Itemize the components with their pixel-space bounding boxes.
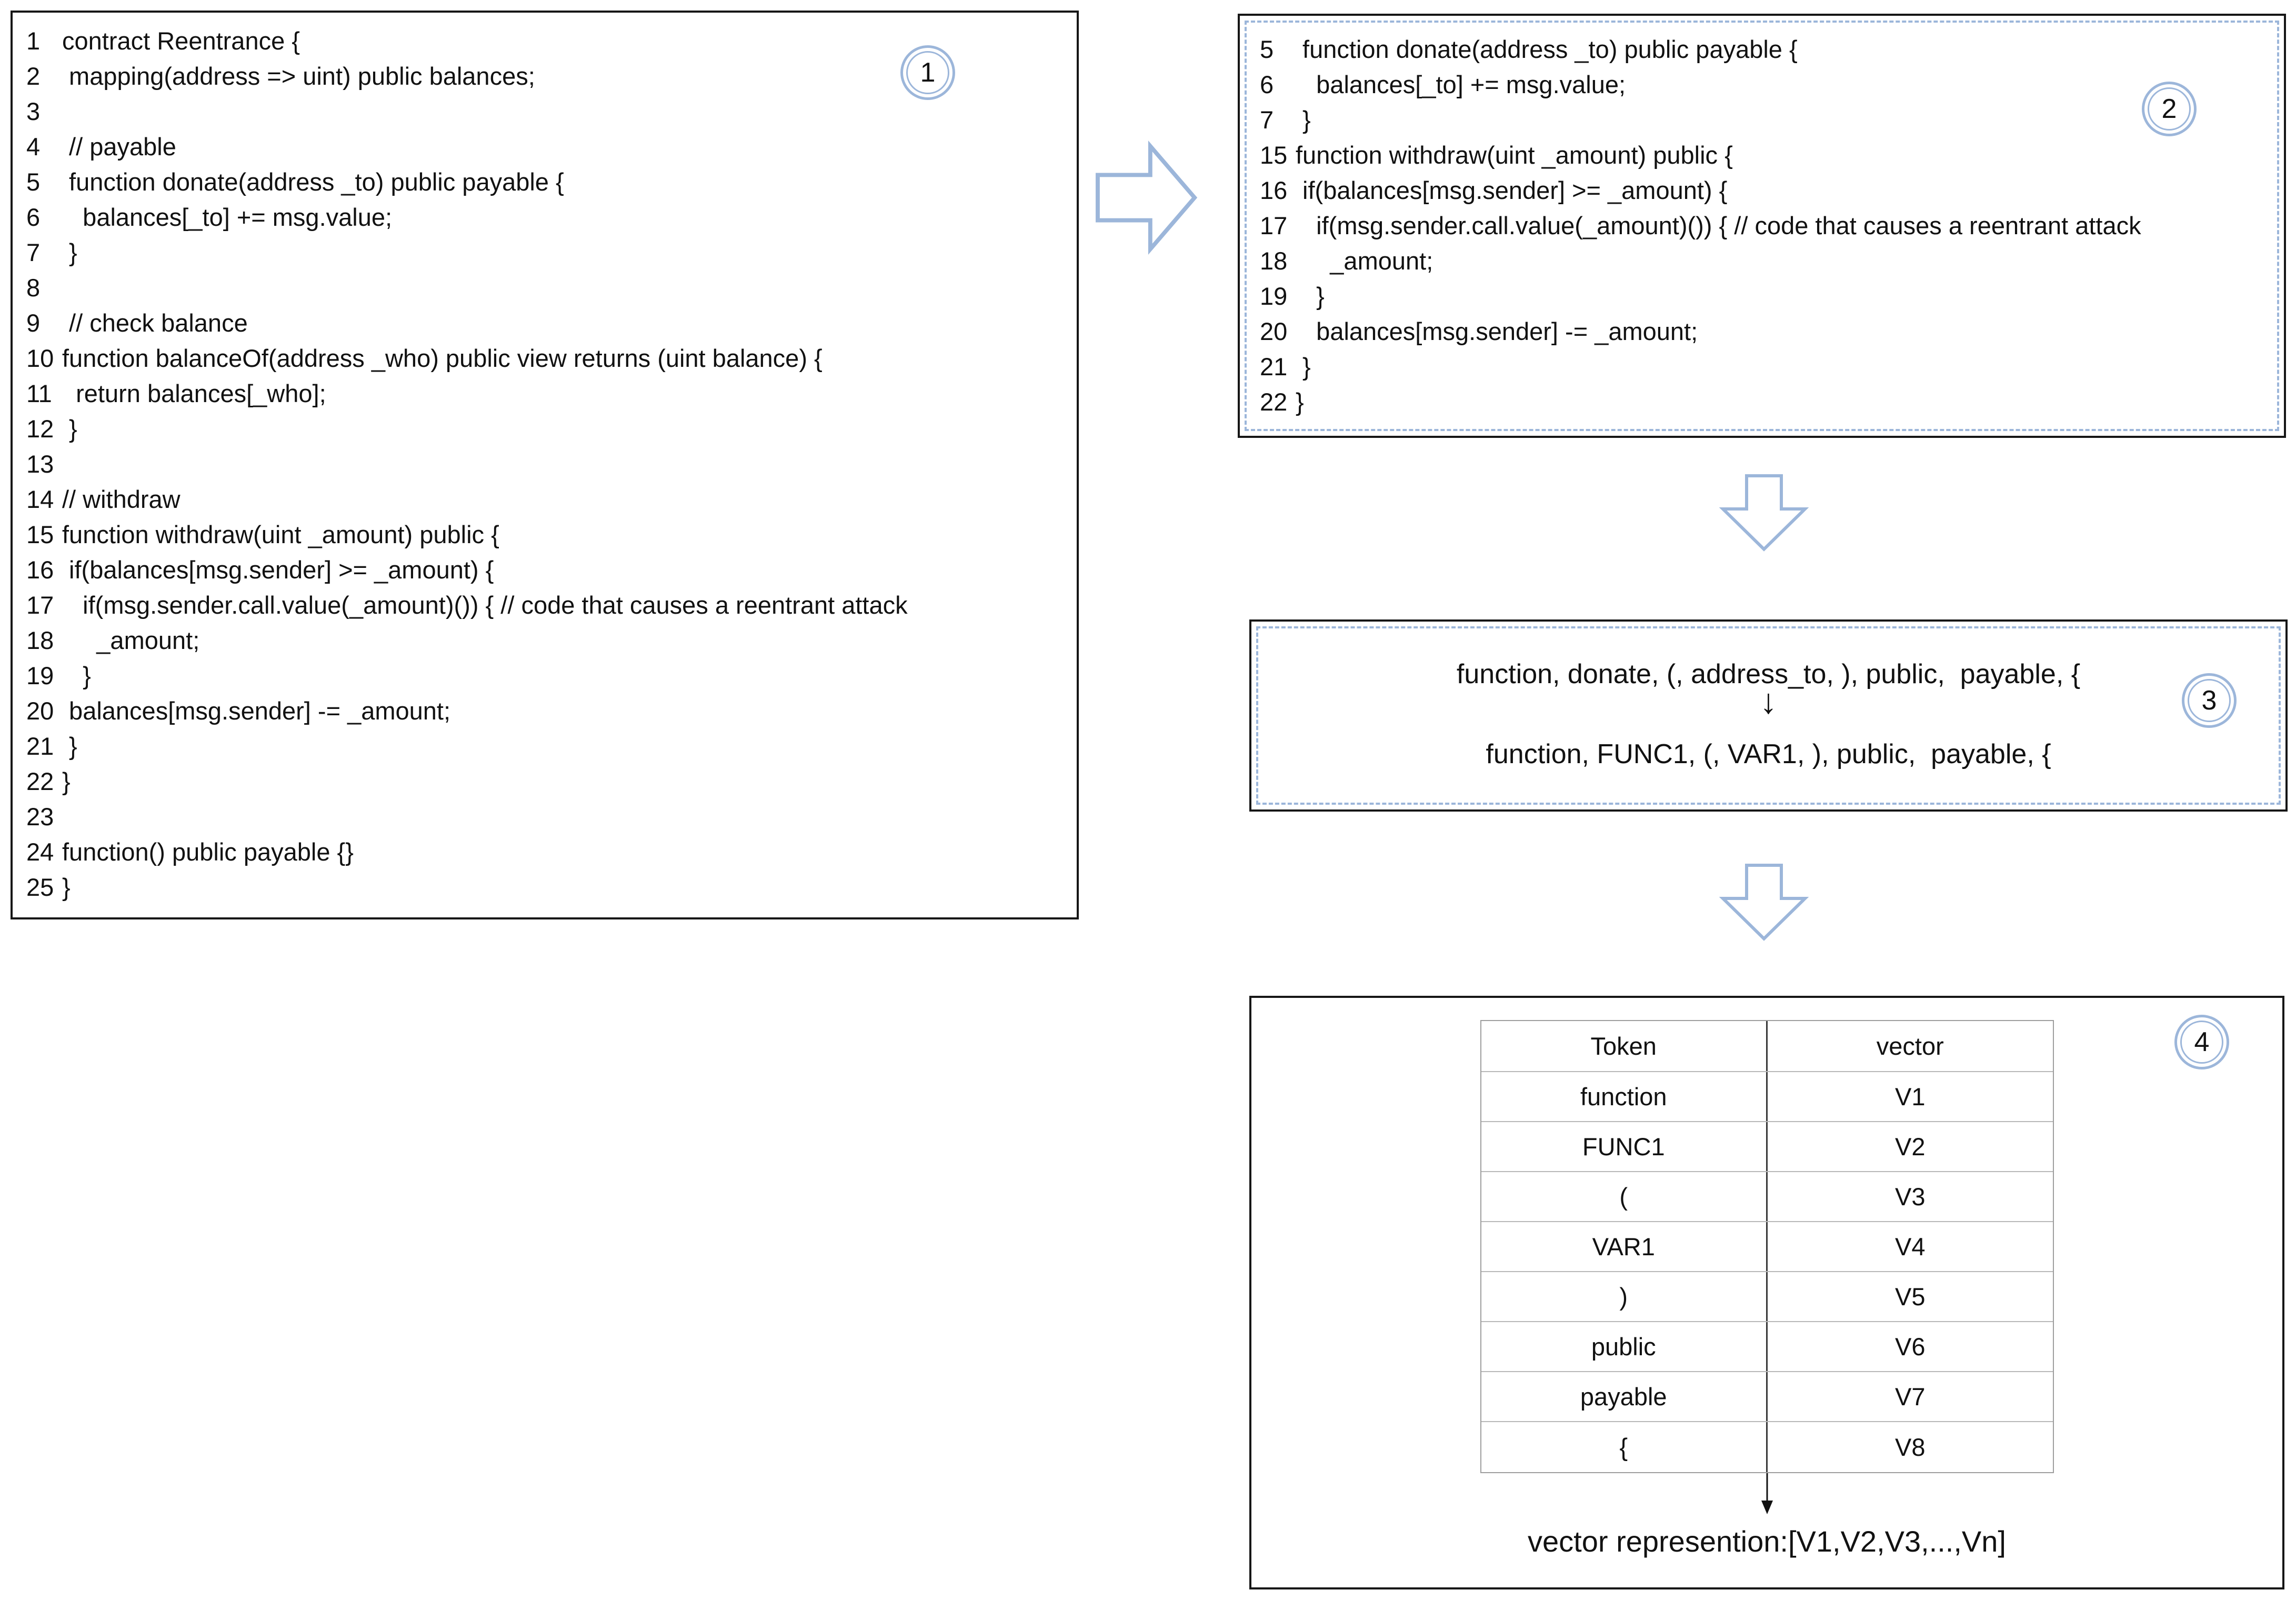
token-cell: function bbox=[1481, 1072, 1768, 1121]
token-cell: public bbox=[1481, 1322, 1768, 1371]
line-number: 6 bbox=[1260, 71, 1274, 98]
code-line bbox=[26, 270, 1068, 305]
line-code: } bbox=[62, 238, 77, 266]
step-badge-2-number: 2 bbox=[2148, 87, 2191, 131]
vector-cell: V2 bbox=[1895, 1133, 1926, 1161]
line-number: 22 bbox=[26, 767, 54, 795]
line-code: balances[msg.sender] -= _amount; bbox=[62, 697, 451, 725]
line-number: 4 bbox=[26, 133, 41, 161]
vector-cell: V7 bbox=[1895, 1383, 1926, 1411]
code-line bbox=[1260, 314, 2275, 349]
line-number: 16 bbox=[1260, 176, 1288, 204]
line-number: 21 bbox=[26, 732, 54, 760]
vector-cell: V8 bbox=[1895, 1433, 1926, 1461]
step-badge-3-number: 3 bbox=[2188, 679, 2231, 722]
line-number: 7 bbox=[26, 238, 41, 266]
code-line bbox=[1260, 67, 2275, 102]
token-header-cell: Token bbox=[1481, 1021, 1768, 1071]
vector-representation-caption: vector represention:[V1,V2,V3,...,Vn] bbox=[1528, 1525, 2006, 1558]
line-code: // withdraw bbox=[62, 485, 181, 513]
line-number: 3 bbox=[26, 97, 41, 125]
line-number: 19 bbox=[26, 662, 54, 689]
code-line bbox=[26, 305, 1068, 341]
code-line bbox=[26, 129, 1068, 164]
source-code-lines bbox=[26, 23, 1068, 905]
line-number: 17 bbox=[1260, 212, 1288, 239]
code-line bbox=[26, 693, 1068, 728]
line-number: 22 bbox=[1260, 388, 1288, 416]
table-row bbox=[1481, 1172, 2053, 1222]
line-code: } bbox=[1296, 353, 1311, 381]
line-number: 9 bbox=[26, 309, 41, 337]
table-row bbox=[1481, 1322, 2053, 1372]
step-badge-4-number: 4 bbox=[2180, 1021, 2223, 1064]
line-number: 21 bbox=[1260, 353, 1288, 381]
token-cell: payable bbox=[1481, 1372, 1768, 1421]
code-line bbox=[26, 411, 1068, 446]
code-line bbox=[26, 623, 1068, 658]
code-line bbox=[26, 517, 1068, 552]
code-line bbox=[1260, 102, 2275, 137]
table-header-row bbox=[1481, 1021, 2053, 1072]
line-code: // check balance bbox=[62, 309, 248, 337]
code-line bbox=[26, 446, 1068, 482]
flow-arrow-down-icon bbox=[1717, 459, 1811, 567]
vector-cell: V1 bbox=[1895, 1083, 1926, 1111]
vector-cell: V6 bbox=[1895, 1333, 1926, 1361]
line-number: 18 bbox=[26, 626, 54, 654]
line-code: function withdraw(uint _amount) public { bbox=[62, 521, 499, 548]
step-badge-4 bbox=[2174, 1015, 2229, 1069]
line-code: if(balances[msg.sender] >= _amount) { bbox=[62, 556, 494, 584]
line-code: } bbox=[1296, 106, 1311, 134]
panel-extracted-functions bbox=[1238, 14, 2286, 438]
code-line bbox=[26, 869, 1068, 905]
code-line bbox=[26, 235, 1068, 270]
line-number: 5 bbox=[26, 168, 41, 196]
code-line bbox=[26, 199, 1068, 235]
line-number: 2 bbox=[26, 62, 41, 90]
line-number: 10 bbox=[26, 344, 54, 372]
code-line bbox=[26, 658, 1068, 693]
code-line bbox=[26, 587, 1068, 623]
line-number: 17 bbox=[26, 591, 54, 619]
line-number: 19 bbox=[1260, 282, 1288, 310]
flow-arrow-right-icon bbox=[1094, 136, 1199, 259]
line-number: 23 bbox=[26, 803, 54, 831]
code-line bbox=[1260, 243, 2275, 278]
line-code: contract Reentrance { bbox=[62, 27, 300, 55]
line-code: function balanceOf(address _who) public view returns (uint balance) { bbox=[62, 344, 823, 372]
token-map-arrow-icon: ↓ bbox=[1760, 682, 1777, 721]
line-number: 24 bbox=[26, 838, 54, 866]
line-code: mapping(address => uint) public balances; bbox=[62, 62, 535, 90]
line-number: 18 bbox=[1260, 247, 1288, 275]
line-number: 8 bbox=[26, 274, 41, 302]
code-line bbox=[1260, 137, 2275, 173]
panel-source-code bbox=[11, 11, 1079, 919]
line-number: 5 bbox=[1260, 35, 1274, 63]
line-code: } bbox=[62, 415, 77, 443]
line-number: 15 bbox=[26, 521, 54, 548]
line-number: 20 bbox=[26, 697, 54, 725]
line-number: 14 bbox=[26, 485, 54, 513]
table-row bbox=[1481, 1072, 2053, 1122]
line-code: function withdraw(uint _amount) public { bbox=[1296, 141, 1733, 169]
line-code: } bbox=[62, 662, 91, 689]
line-number: 15 bbox=[1260, 141, 1288, 169]
line-number: 11 bbox=[26, 379, 52, 407]
step-badge-1-number: 1 bbox=[906, 51, 949, 94]
table-row bbox=[1481, 1372, 2053, 1422]
table-down-arrow-icon bbox=[1756, 1473, 1779, 1516]
token-cell: ( bbox=[1481, 1172, 1768, 1221]
code-line bbox=[26, 764, 1068, 799]
code-line bbox=[26, 728, 1068, 764]
code-line bbox=[26, 341, 1068, 376]
line-code: function donate(address _to) public payable { bbox=[62, 168, 564, 196]
line-code: function() public payable {} bbox=[62, 838, 354, 866]
line-code: } bbox=[1296, 388, 1304, 416]
panel-tokenization bbox=[1249, 619, 2288, 812]
step-badge-1 bbox=[900, 45, 955, 100]
line-number: 7 bbox=[1260, 106, 1274, 134]
step-badge-2 bbox=[2142, 82, 2197, 136]
vector-cell: V3 bbox=[1895, 1183, 1926, 1211]
line-code: } bbox=[1296, 282, 1325, 310]
line-code: return balances[_who]; bbox=[62, 379, 326, 407]
code-line bbox=[26, 552, 1068, 587]
code-line bbox=[26, 94, 1068, 129]
code-line bbox=[26, 376, 1068, 411]
line-code: } bbox=[62, 732, 77, 760]
line-code: balances[_to] += msg.value; bbox=[62, 203, 393, 231]
vector-cell: V4 bbox=[1895, 1233, 1926, 1261]
line-number: 1 bbox=[26, 27, 41, 55]
line-code: _amount; bbox=[62, 626, 200, 654]
code-line bbox=[1260, 32, 2275, 67]
extracted-code-lines bbox=[1260, 32, 2275, 419]
line-code: balances[_to] += msg.value; bbox=[1296, 71, 1626, 98]
line-number: 16 bbox=[26, 556, 54, 584]
token-vector-table bbox=[1480, 1020, 2054, 1473]
table-row bbox=[1481, 1272, 2053, 1322]
panel-vector-table bbox=[1249, 996, 2284, 1589]
line-code: } bbox=[62, 873, 71, 901]
line-code: _amount; bbox=[1296, 247, 1433, 275]
line-code: if(msg.sender.call.value(_amount)()) { // code that causes a reentrant attack bbox=[1296, 212, 2141, 239]
token-cell: ) bbox=[1481, 1272, 1768, 1321]
token-cell: FUNC1 bbox=[1481, 1122, 1768, 1171]
line-code: if(msg.sender.call.value(_amount)()) { // code that causes a reentrant attack bbox=[62, 591, 908, 619]
line-number: 12 bbox=[26, 415, 54, 443]
token-cell: { bbox=[1481, 1422, 1768, 1472]
table-row bbox=[1481, 1422, 2053, 1472]
line-number: 6 bbox=[26, 203, 41, 231]
line-number: 13 bbox=[26, 450, 54, 478]
code-line bbox=[26, 834, 1068, 869]
table-row bbox=[1481, 1222, 2053, 1272]
code-line bbox=[1260, 173, 2275, 208]
line-code: function donate(address _to) public payable { bbox=[1296, 35, 1798, 63]
token-stream-original: function, donate, (, address_to, ), public, payable, { bbox=[1456, 659, 2081, 689]
vector-cell: V5 bbox=[1895, 1283, 1926, 1311]
line-code: if(balances[msg.sender] >= _amount) { bbox=[1296, 176, 1728, 204]
code-line bbox=[26, 164, 1068, 199]
token-stream-abstract: function, FUNC1, (, VAR1, ), public, payable, { bbox=[1486, 739, 2051, 769]
line-code: } bbox=[62, 767, 71, 795]
code-line bbox=[1260, 349, 2275, 384]
code-line bbox=[1260, 384, 2275, 419]
line-number: 20 bbox=[1260, 317, 1288, 345]
vector-header-cell: vector bbox=[1876, 1032, 1944, 1060]
flow-arrow-down-icon bbox=[1717, 848, 1811, 956]
code-line bbox=[26, 482, 1068, 517]
code-line bbox=[1260, 208, 2275, 243]
token-cell: VAR1 bbox=[1481, 1222, 1768, 1271]
line-code: balances[msg.sender] -= _amount; bbox=[1296, 317, 1698, 345]
code-line bbox=[26, 799, 1068, 834]
line-code: // payable bbox=[62, 133, 176, 161]
line-number: 25 bbox=[26, 873, 54, 901]
code-line bbox=[1260, 278, 2275, 314]
table-row bbox=[1481, 1122, 2053, 1172]
